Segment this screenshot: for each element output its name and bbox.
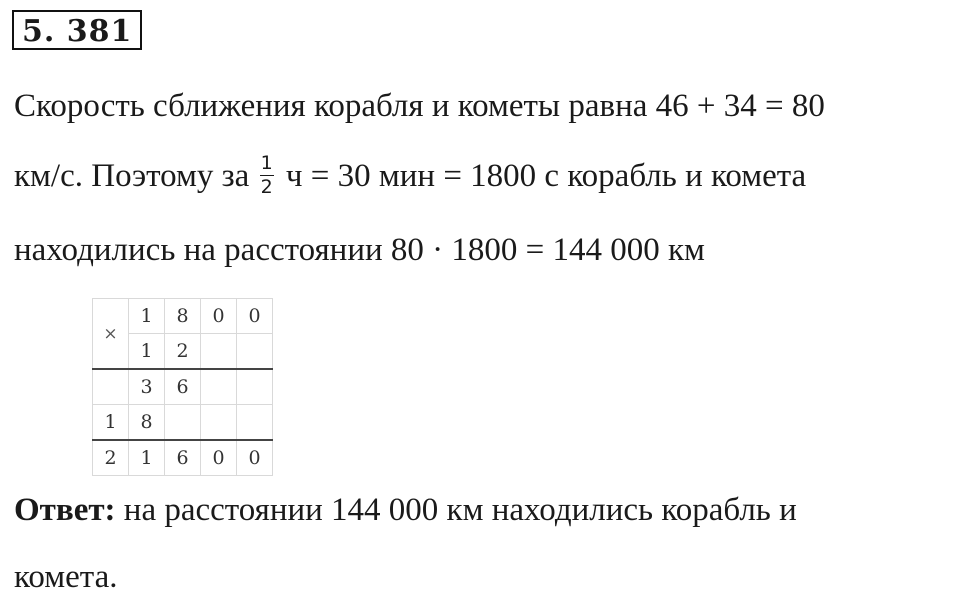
- calc-cell: [201, 405, 237, 441]
- calc-cell: 3: [129, 369, 165, 405]
- calc-cell: 0: [237, 299, 273, 334]
- solution-line-2: [14, 152, 807, 201]
- answer-text-1: на расстоянии 144 000 км находились корабль и: [115, 492, 797, 528]
- calc-cell: [237, 369, 273, 405]
- calc-cell: 1: [129, 299, 165, 334]
- calc-cell: 1: [93, 405, 129, 441]
- calc-cell: 0: [201, 299, 237, 334]
- calc-cell: 1: [129, 440, 165, 476]
- calc-cell: [237, 334, 273, 370]
- calc-cell: 2: [165, 334, 201, 370]
- calc-cell: 0: [237, 440, 273, 476]
- calc-cell: 6: [165, 369, 201, 405]
- solution-line-2-end: ч = 30 мин = 1800 с корабль и комета: [285, 158, 807, 195]
- calc-cell: [237, 405, 273, 441]
- calc-row-result: [93, 440, 273, 476]
- calc-cell: [93, 369, 129, 405]
- multiply-sign: ×: [93, 299, 129, 370]
- calc-cell: 8: [129, 405, 165, 441]
- fraction-denominator: 2: [260, 176, 273, 198]
- problem-number: 5. 381: [12, 10, 142, 50]
- calc-cell: [201, 334, 237, 370]
- calc-cell: 6: [165, 440, 201, 476]
- calc-row-1: [93, 299, 273, 334]
- answer-line-2: комета.: [14, 559, 118, 595]
- column-multiplication: [92, 298, 273, 476]
- solution-line-1: Скорость сближения корабля и кометы равна 46 + 34 = 80: [14, 88, 825, 124]
- solution-line-2-start: км/с. Поэтому за: [14, 158, 250, 195]
- calc-cell: 0: [201, 440, 237, 476]
- calc-cell: 8: [165, 299, 201, 334]
- fraction-numerator: 1: [260, 152, 273, 174]
- calc-row-4: [93, 405, 273, 441]
- answer-label: Ответ:: [14, 492, 116, 528]
- calc-cell: [201, 369, 237, 405]
- calc-row-3: [93, 369, 273, 405]
- answer-line-1: [14, 490, 797, 530]
- calc-cell: 1: [129, 334, 165, 370]
- fraction-one-half: [260, 153, 274, 198]
- calc-cell: 2: [93, 440, 129, 476]
- solution-line-3: находились на расстоянии 80 · 1800 = 144 000 км: [14, 232, 705, 268]
- calc-cell: [165, 405, 201, 441]
